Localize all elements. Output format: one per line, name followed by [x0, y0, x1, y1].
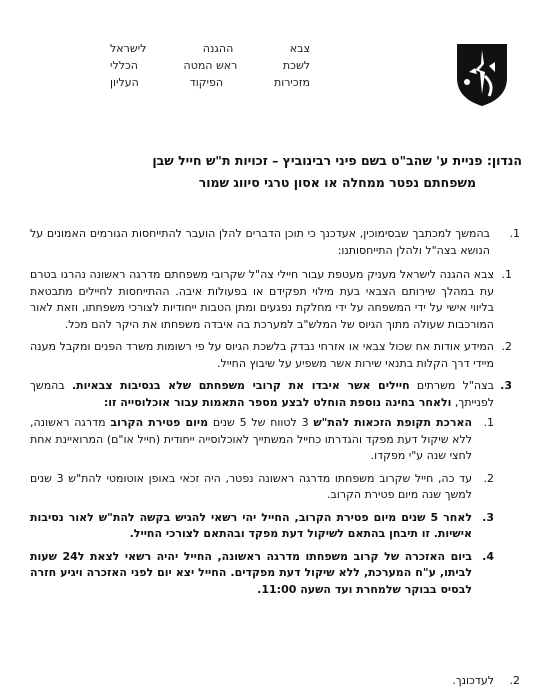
- subparagraph-text: צבא ההגנה לישראל מעניק מעטפת עבור חיילי צה"ל שקרובי משפחתם מדרגה ראשונה נהרגו בטרם עת במהלך שירותם הצבאי בעת מילוי תפקידם או בפעולות איבה. ההתייחסות לחיילים מתבטאת בליווי אישי על ידי המשפחה על ידי מחלקת נפגעים ומתן הטבות ייחודיות לצורכי משפחתו, וזאת לאור המורכבות שעולה מתוך הגיוס של המלש"ב למערכת בה איבדה משפחתו את היקר להם מכל.: [30, 268, 494, 331]
- criterion-item: [30, 471, 494, 504]
- org-text: לישראל: [110, 42, 147, 55]
- subparagraph-number: 3.: [500, 379, 512, 392]
- paragraph-number: 2.: [509, 674, 520, 687]
- org-text: ראש המטה: [183, 59, 238, 72]
- text-span: מדרגה ראשונה, ללא שיקול דעת מפקד והגדרתו כחייל המשתייך לאוכלוסייה ייחודית (חייל או"ם) המרואיינת אחת לחצי שנה ע"י מפקדו.: [30, 416, 472, 462]
- bold-text: ולאחר בחינה נוספת הוחלט לבצע מספר התאמות עבור אוכלוסייה זו:: [103, 395, 452, 409]
- text-span: בצה"ל משרתים: [409, 379, 494, 392]
- bold-text: הארכת תקופת הזכאות להת"ש: [313, 416, 473, 429]
- org-text: ההגנה: [202, 42, 234, 55]
- criterion-item: [30, 510, 494, 543]
- criterion-item: [30, 415, 494, 465]
- bold-text: לאחר 5 שנים מיום פטירת הקרוב, החייל יהי רשאי להגיש בקשה להת"ש לאור נסיבות אישיות. זו תיבחן בהתאם לשיקול דעת מפקד ובהתאם לצורכי החייל.: [30, 510, 472, 540]
- criteria-list: [30, 415, 494, 598]
- criterion-number: 1.: [483, 416, 494, 429]
- paragraph-number: 1.: [509, 227, 520, 240]
- subparagraph-text: המידע אודות אח שכול צבאי או אזרחי נבדק בלשכת הגיוס על פי רשומות משרד הפנים ומקבל מענה מיידי דרך הקלות בתנאי שירות אשר משפיע על שיבוץ החייל.: [30, 340, 494, 370]
- org-row: [110, 40, 310, 57]
- org-text: העליון: [110, 76, 139, 89]
- criterion-number: 2.: [483, 471, 494, 485]
- criterion-item: [30, 549, 494, 599]
- idf-emblem-icon: [455, 42, 509, 108]
- org-text: הפיקוד: [189, 76, 224, 89]
- subject-line-1: הנדון: פניית ע' שהב"ט בשם פיני רבינוביץ – זכויות ת"ש חייל שבן: [152, 153, 522, 168]
- criterion-number: 3.: [482, 510, 494, 524]
- subject-heading: [22, 150, 522, 194]
- paragraph-text: בהמשך למכתבך שבסימוכין, אעדכנך כי תוכן הדברים להלן הועבר להתייחסות הגורמים האמונים על הנושא בצה"ל ולהלן התייחסותנו:: [30, 227, 490, 257]
- subparagraph-1: [30, 267, 520, 333]
- paragraph-1: [30, 226, 520, 259]
- text-span: עד כה, חייל שקרוב משפחתו מדרגה ראשונה נפטר, היה זכאי באופן אוטומטי להת"ש 3 שנים למשך שנה מיום פטירת הקרוב.: [30, 471, 472, 501]
- bold-text: חיילים אשר איבדו את קרובי משפחתם שלא בנסיבות צבאיות.: [71, 379, 410, 392]
- org-text: צבא: [289, 42, 310, 55]
- subparagraph-number: 2.: [501, 340, 512, 353]
- subparagraph-number: 1.: [501, 268, 512, 281]
- organization-header: [110, 40, 310, 91]
- org-text: לשכת: [282, 59, 310, 72]
- paragraph-2: [452, 674, 520, 687]
- bold-text: מיום פטירת הקרוב: [110, 416, 209, 429]
- subparagraph-3: [30, 378, 520, 598]
- text-span: בהמשך לפנייתך,: [30, 379, 494, 409]
- paragraph-text: לעדכונך.: [452, 674, 494, 687]
- text-span: 3 לטווח של 5 שנים: [208, 416, 314, 429]
- bold-text: ביום האזכרה של קרוב משפחתו מדרגה ראשונה, החייל יהיה רשאי לצאת ל24 שעות לביתו, ע"ח המערכת, ללא שיקול דעת מפקדים. החייל יצא יום לפני האזכרה ויגיע חזרה לבסיס בבוקר שלמחרת ועד השעה 11:00.: [30, 549, 472, 596]
- criterion-number: 4.: [482, 549, 494, 563]
- subparagraph-text: [30, 378, 494, 411]
- subparagraph-2: [30, 339, 520, 372]
- org-row: [110, 74, 310, 91]
- org-text: מזכירות: [274, 76, 310, 89]
- subject-line-2: משפחתם נפטר ממחלה או אסון טרגי סיווג שמור: [198, 175, 476, 190]
- org-row: [110, 57, 310, 74]
- document-body: [30, 226, 520, 604]
- org-text: הכללי: [110, 59, 138, 72]
